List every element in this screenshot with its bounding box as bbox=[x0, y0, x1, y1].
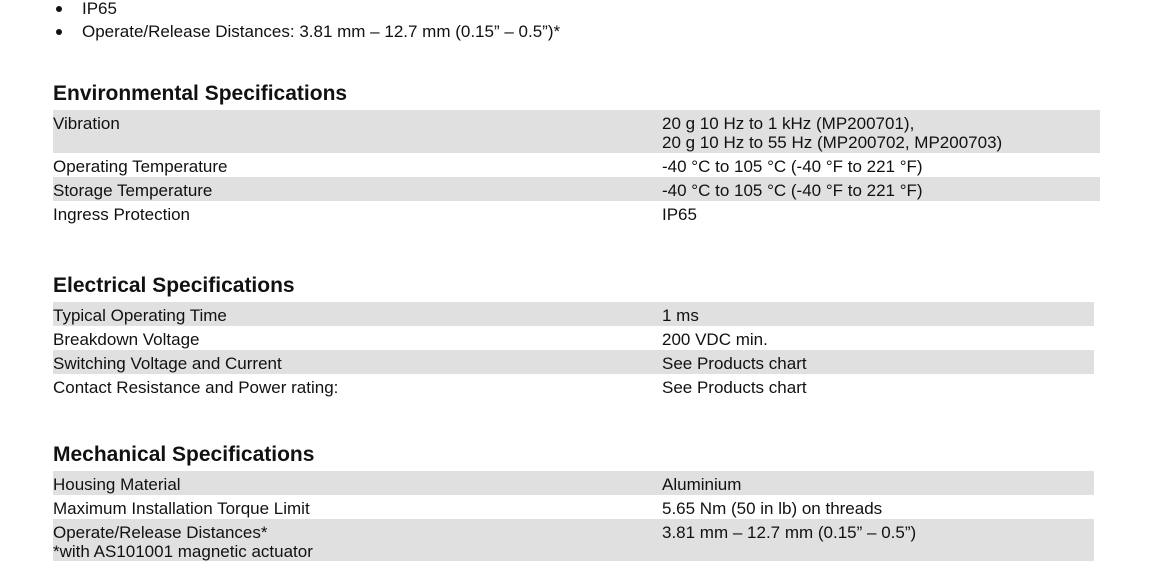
spec-label: Breakdown Voltage bbox=[53, 330, 200, 349]
table-row bbox=[53, 374, 1094, 398]
electrical-specs-table bbox=[53, 302, 1094, 398]
bullet-dot-icon bbox=[56, 29, 62, 35]
spec-value: 20 g 10 Hz to 1 kHz (MP200701), 20 g 10 Hz to 55 Hz (MP200702, MP200703) bbox=[662, 114, 1003, 152]
spec-value: 1 ms bbox=[662, 306, 699, 325]
spec-value: 3.81 mm – 12.7 mm (0.15” – 0.5”) bbox=[662, 523, 917, 542]
spec-value: See Products chart bbox=[662, 354, 807, 373]
spec-value: Aluminium bbox=[662, 475, 742, 494]
table-row bbox=[53, 110, 1100, 153]
electrical-specs-title: Electrical Specifications bbox=[53, 274, 295, 297]
environmental-specs-title: Environmental Specifications bbox=[53, 82, 348, 105]
spec-label: Switching Voltage and Current bbox=[53, 354, 282, 373]
spec-value: -40 °C to 105 °C (-40 °F to 221 °F) bbox=[662, 181, 923, 200]
spec-label: Maximum Installation Torque Limit bbox=[53, 499, 310, 518]
spec-label: Operate/Release Distances* *with AS101001 magnetic actuator bbox=[53, 523, 313, 561]
table-row bbox=[53, 326, 1094, 350]
table-row bbox=[53, 153, 1100, 177]
spec-value: 200 VDC min. bbox=[662, 330, 768, 349]
table-row bbox=[53, 201, 1100, 225]
table-row bbox=[53, 302, 1094, 326]
bullet-text: Operate/Release Distances: 3.81 mm – 12.7 mm (0.15” – 0.5”)* bbox=[82, 22, 561, 41]
spec-value: IP65 bbox=[662, 205, 697, 224]
bullet-item bbox=[53, 20, 560, 43]
spec-label: Storage Temperature bbox=[53, 181, 213, 200]
table-row bbox=[53, 471, 1094, 495]
spec-label: Operating Temperature bbox=[53, 157, 228, 176]
spec-label: Housing Material bbox=[53, 475, 181, 494]
spec-label: Typical Operating Time bbox=[53, 306, 227, 325]
spec-value: See Products chart bbox=[662, 378, 807, 397]
table-row bbox=[53, 519, 1094, 561]
bullet-item bbox=[53, 0, 560, 20]
spec-label: Contact Resistance and Power rating: bbox=[53, 378, 339, 397]
spec-value: 5.65 Nm (50 in lb) on threads bbox=[662, 499, 883, 518]
mechanical-specs-table bbox=[53, 471, 1094, 561]
mechanical-specs-title: Mechanical Specifications bbox=[53, 443, 315, 466]
table-row bbox=[53, 350, 1094, 374]
spec-value: -40 °C to 105 °C (-40 °F to 221 °F) bbox=[662, 157, 923, 176]
feature-bullet-list bbox=[53, 0, 560, 43]
bullet-text: IP65 bbox=[82, 0, 117, 18]
bullet-dot-icon bbox=[56, 6, 62, 12]
spec-label: Ingress Protection bbox=[53, 205, 191, 224]
environmental-specs-table bbox=[53, 110, 1100, 225]
table-row bbox=[53, 177, 1100, 201]
spec-label: Vibration bbox=[53, 114, 120, 133]
table-row bbox=[53, 495, 1094, 519]
